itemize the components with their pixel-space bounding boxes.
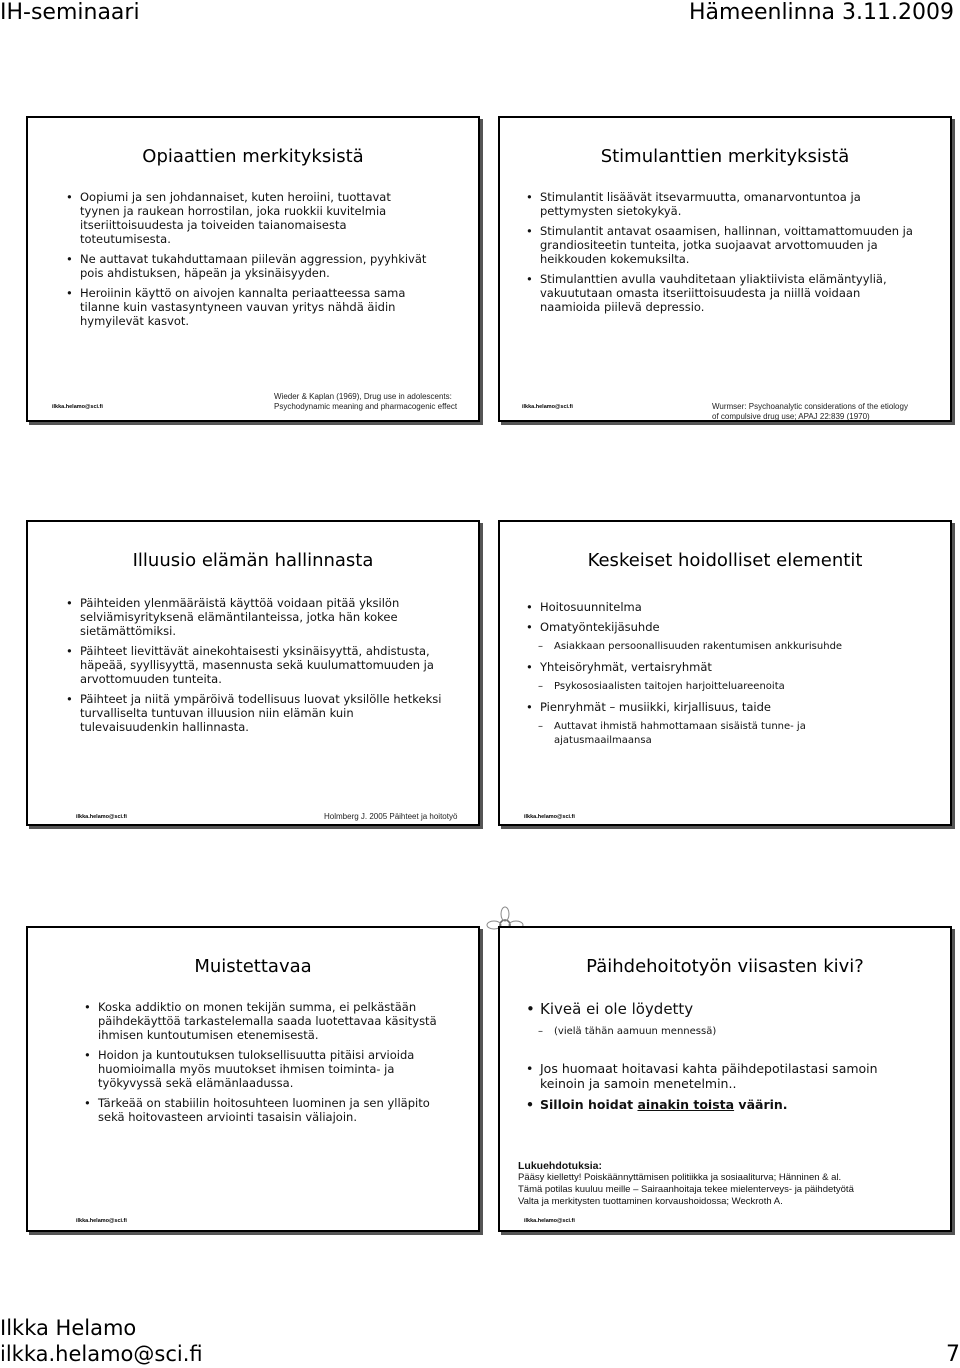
slide-stimulanttien	[498, 116, 952, 422]
list-item: • Jos huomaat hoitavasi kahta päihdepotilastasi samoin keinoin ja samoin menetelmin..	[524, 1061, 914, 1091]
slide-muistettavaa	[26, 926, 480, 1232]
list-item: • Pienryhmät – musiikki, kirjallisuus, taide	[524, 700, 904, 714]
reading-suggestions	[518, 1160, 938, 1208]
slide-reference: Holmberg J. 2005 Päihteet ja hoitotyö	[324, 812, 458, 821]
slide-title: Stimulanttien merkityksistä	[600, 146, 850, 167]
footer-email: ilkka.helamo@sci.fi	[0, 1342, 203, 1366]
list-item: • Kiveä ei ole löydetty	[524, 1000, 914, 1019]
page-number: 7	[946, 1342, 960, 1367]
list-item: • Hoitosuunnitelma	[524, 600, 904, 614]
bullet-list	[524, 190, 914, 320]
slide-title: Keskeiset hoidolliset elementit	[587, 550, 863, 571]
slide-viisasten-kivi	[498, 926, 952, 1232]
slide-email: ilkka.helamo@sci.fi	[52, 404, 103, 410]
slide-email: ilkka.helamo@sci.fi	[76, 814, 127, 820]
list-item: • Heroiinin käyttö on aivojen kannalta periaatteessa sama tilanne kuin vastasyntyneen vauvan yritys nähdä äidin hymyilevät kasvot.	[64, 286, 434, 328]
reading-line: Tämä potilas kuuluu meille – Sairaanhoitaja tekee mielenterveys- ja päihdetyötä	[518, 1184, 854, 1195]
list-item: • Yhteisöryhmät, vertaisryhmät	[524, 660, 904, 674]
slide-hoidolliset	[498, 520, 952, 826]
slide-illuusio	[26, 520, 480, 826]
slide-title: Opiaattien merkityksistä	[142, 146, 364, 167]
list-item: • Ne auttavat tukahduttamaan piilevän aggression, pyyhkivät pois ahdistuksen, häpeän ja yksinäisyyden.	[64, 252, 434, 280]
slide-email: ilkka.helamo@sci.fi	[76, 1218, 127, 1224]
list-item: • Stimulantit antavat osaamisen, hallinnan, voittamattomuuden ja grandiositeetin tunteita, jotka suojaavat arvottomuuden ja heikkouden kokemuksilta.	[524, 224, 914, 266]
slide-email: ilkka.helamo@sci.fi	[524, 814, 575, 820]
header-date: Hämeenlinna 3.11.2009	[688, 0, 954, 25]
reading-line: Pääsy kielletty! Poiskäännyttämisen politiikka ja sosiaaliturva; Hänninen & al.	[518, 1172, 842, 1183]
bullet-list	[64, 596, 444, 740]
slide-email: ilkka.helamo@sci.fi	[524, 1218, 575, 1224]
slide-email: ilkka.helamo@sci.fi	[522, 404, 573, 410]
slide-title: Illuusio elämän hallinnasta	[132, 550, 374, 571]
slide-reference: Wieder & Kaplan (1969), Drug use in adolescents: Psychodynamic meaning and pharmacogenic effect	[274, 392, 458, 411]
emphasis-underlined: ainakin toista	[637, 1097, 735, 1112]
emphasis-text: Silloin hoidat	[540, 1097, 638, 1112]
list-item: • Koska addiktio on monen tekijän summa, ei pelkästään päihdekäyttöä tarkastelemalla saada luotettavaa käsitystä ihmisen kuntoutumisen etenemisestä.	[82, 1000, 452, 1042]
list-item: • Tärkeää on stabiilin hoitosuhteen luominen ja sen ylläpito sekä hoitovasteen arviointi tasaisin väliajoin.	[82, 1096, 452, 1124]
emphasis-text: väärin.	[734, 1097, 788, 1112]
list-item: • Päihteet ja niitä ympäröivä todellisuus luovat yksilölle hetkeksi turvalliselta tuntuvan illuusion niin elämän kuin tulevaisuudenkin hallinnasta.	[64, 692, 444, 734]
list-item: • Stimulanttien avulla vauhditetaan yliaktiivista elämäntyyliä, vakuututaan omasta itseriittoisuudesta ja niillä voidaan naamioida piilevä depressio.	[524, 272, 914, 314]
list-item: • Hoidon ja kuntoutuksen tuloksellisuutta pitäisi arvioida huomioimalla myös muutokset ihmisen toiminta- ja työkyvyssä sekä elämänlaadussa.	[82, 1048, 452, 1090]
list-item: • Stimulantit lisäävät itsevarmuutta, omanarvontuntoa ja pettymysten sietokykyä.	[524, 190, 914, 218]
footer-author: Ilkka Helamo	[0, 1316, 137, 1340]
list-subitem: – Auttavat ihmistä hahmottamaan sisäistä tunne- ja ajatusmaailmaansa	[524, 720, 904, 748]
list-subitem: – Asiakkaan persoonallisuuden rakentumisen ankkurisuhde	[524, 640, 904, 654]
list-item: • Omatyöntekijäsuhde	[524, 620, 904, 634]
bullet-list	[524, 1000, 914, 1118]
list-item: • Päihteiden ylenmääräistä käyttöä voidaan pitää yksilön selviämisyrityksenä elämäntilanteissa, jotka hän kokee sietämättömiksi.	[64, 596, 444, 638]
bullet-list	[524, 600, 904, 754]
list-subitem: – (vielä tähän aamuun mennessä)	[524, 1025, 914, 1039]
slide-reference: Wurmser: Psychoanalytic considerations of the etiology of compulsive drug use; APAJ 22:839 (1970)	[712, 402, 908, 421]
header-title: IH-seminaari	[0, 0, 140, 25]
slide-opiaattien	[26, 116, 480, 422]
list-item-emphasis	[524, 1097, 914, 1112]
slide-title: Muistettavaa	[194, 956, 312, 977]
bullet-list	[64, 190, 434, 334]
list-item: • Päihteet lievittävät ainekohtaisesti yksinäisyyttä, ahdistusta, häpeää, syyllisyyttä, masennusta sekä kuulumattomuuden ja arvottomuuden tunteita.	[64, 644, 444, 686]
reading-title: Lukuehdotuksia:	[518, 1160, 603, 1172]
reading-line: Valta ja merkitysten tuottaminen korvaushoidossa; Weckroth A.	[518, 1196, 783, 1207]
slide-title: Päihdehoitotyön viisasten kivi?	[586, 956, 864, 977]
list-item: • Oopiumi ja sen johdannaiset, kuten heroiini, tuottavat tyynen ja raukean horrostilan, joka ruokkii kuvitelmia itseriittoisuudesta ja toiveiden taianomaisesta toteutumisesta.	[64, 190, 434, 246]
bullet-list	[82, 1000, 452, 1130]
list-subitem: – Psykososiaalisten taitojen harjoitteluareenoita	[524, 680, 904, 694]
